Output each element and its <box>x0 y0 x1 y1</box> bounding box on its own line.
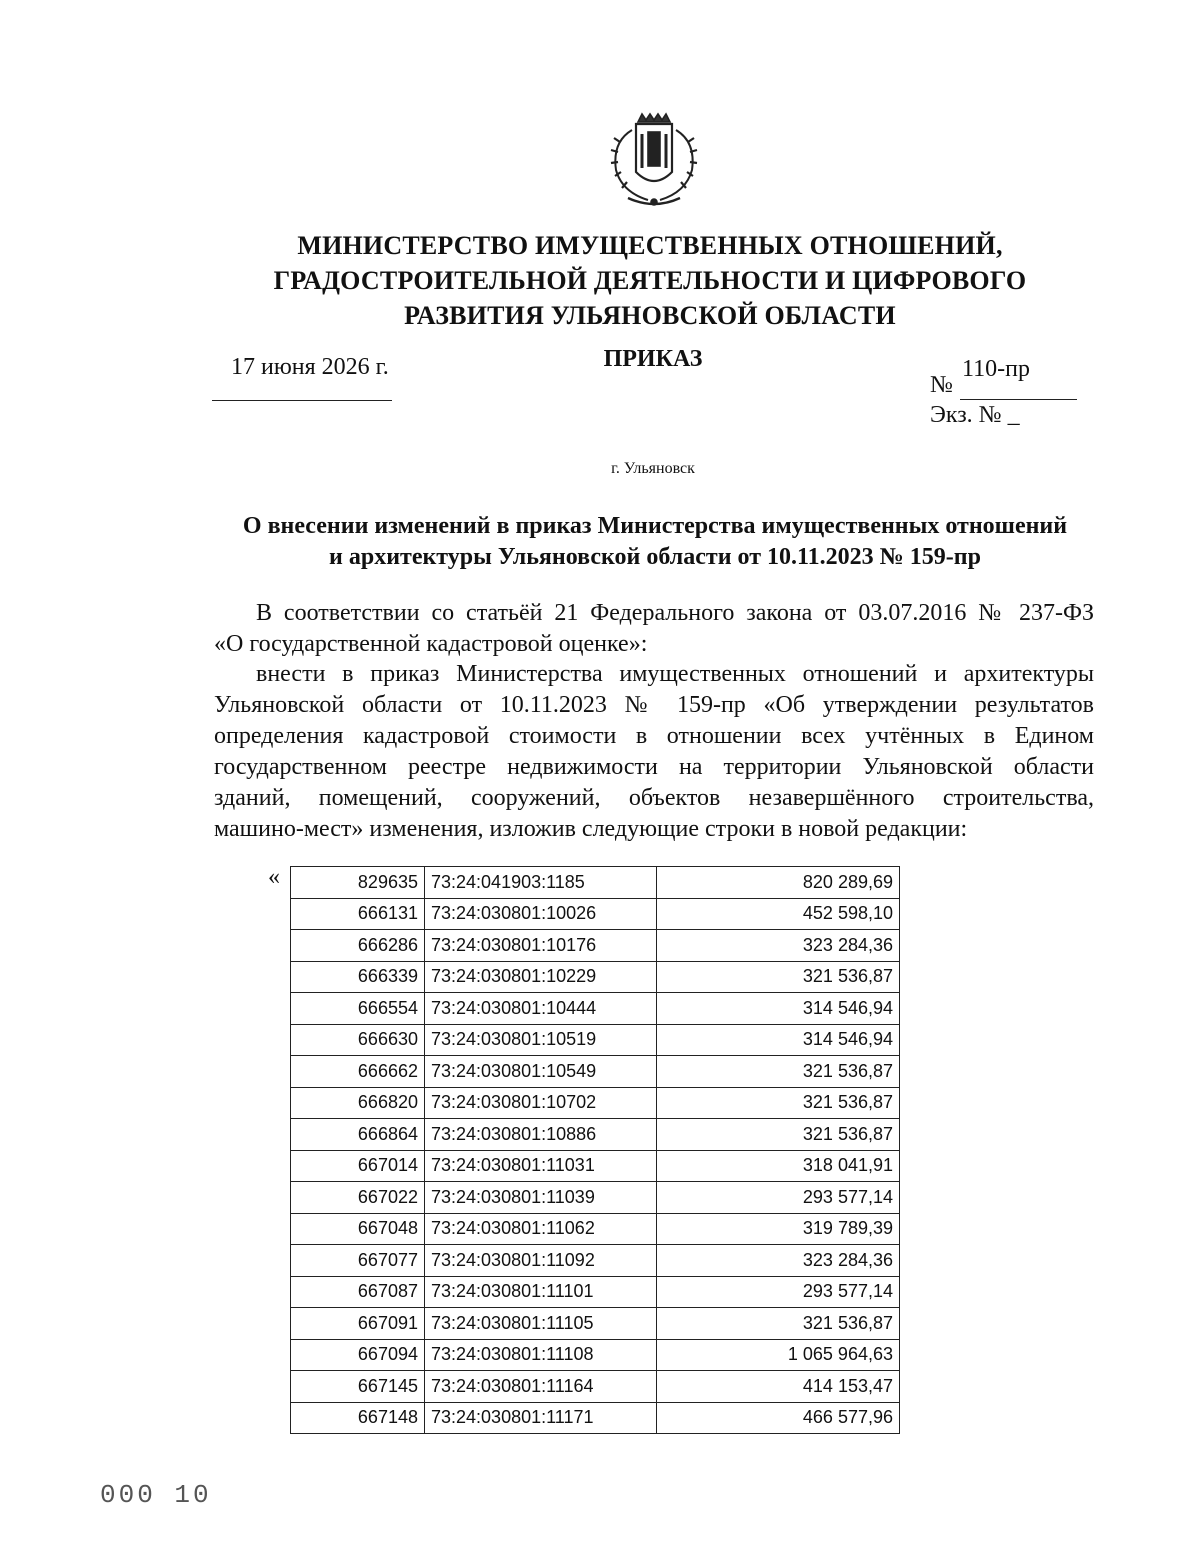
order-subject <box>160 511 1150 573</box>
table-row <box>291 898 900 930</box>
ministry-name <box>150 228 1150 333</box>
row-id-cell: 666864 <box>291 1119 425 1151</box>
cadastral-value-cell: 314 546,94 <box>657 993 900 1025</box>
cadastral-number-cell: 73:24:030801:10026 <box>425 898 657 930</box>
number-sign: № <box>930 372 953 398</box>
cadastral-number-cell: 73:24:030801:11062 <box>425 1213 657 1245</box>
paragraph-decision <box>214 659 1094 845</box>
table-row <box>291 867 900 899</box>
ministry-line-2: ГРАДОСТРОИТЕЛЬНОЙ ДЕЯТЕЛЬНОСТИ И ЦИФРОВОГО <box>273 266 1027 295</box>
table-row <box>291 1182 900 1214</box>
cadastral-number-cell: 73:24:030801:10176 <box>425 930 657 962</box>
row-id-cell: 667094 <box>291 1339 425 1371</box>
row-id-cell: 666554 <box>291 993 425 1025</box>
row-id-cell: 667014 <box>291 1150 425 1182</box>
document-type: ПРИКАЗ <box>603 346 703 372</box>
table-row <box>291 1056 900 1088</box>
cadastral-value-cell: 452 598,10 <box>657 898 900 930</box>
table-row <box>291 1024 900 1056</box>
row-id-cell: 666131 <box>291 898 425 930</box>
cadastral-number-cell: 73:24:030801:11092 <box>425 1245 657 1277</box>
paragraph-line: определения кадастровой стоимости в отношении всех учтённых в Едином <box>214 723 1094 749</box>
cadastral-number-cell: 73:24:030801:10549 <box>425 1056 657 1088</box>
cadastral-number-cell: 73:24:030801:11031 <box>425 1150 657 1182</box>
cadastral-value-cell: 321 536,87 <box>657 1056 900 1088</box>
row-id-cell: 667087 <box>291 1276 425 1308</box>
row-id-cell: 667148 <box>291 1402 425 1434</box>
cadastral-number-cell: 73:24:030801:10229 <box>425 961 657 993</box>
cadastral-number-cell: 73:24:030801:11164 <box>425 1371 657 1403</box>
row-id-cell: 667145 <box>291 1371 425 1403</box>
table-row <box>291 1371 900 1403</box>
cadastral-number-cell: 73:24:030801:10702 <box>425 1087 657 1119</box>
cadastral-value-cell: 319 789,39 <box>657 1213 900 1245</box>
order-date: 17 июня 2026 г. <box>231 354 389 380</box>
paragraph-line: «О государственной кадастровой оценке»: <box>214 631 648 657</box>
paragraph-line: внести в приказ Министерства имущественных отношений и архитектуры <box>256 661 1094 687</box>
row-id-cell: 666820 <box>291 1087 425 1119</box>
cadastral-number-cell: 73:24:030801:10886 <box>425 1119 657 1151</box>
cadastral-value-cell: 318 041,91 <box>657 1150 900 1182</box>
cadastral-number-cell: 73:24:030801:11039 <box>425 1182 657 1214</box>
cadastral-value-cell: 321 536,87 <box>657 961 900 993</box>
row-id-cell: 829635 <box>291 867 425 899</box>
row-id-cell: 667091 <box>291 1308 425 1340</box>
table-row <box>291 1087 900 1119</box>
paragraph-line: машино-мест» изменения, изложив следующие строки в новой редакции: <box>214 816 968 842</box>
cadastral-value-cell: 1 065 964,63 <box>657 1339 900 1371</box>
copy-number: Экз. № _ <box>930 402 1020 428</box>
date-underline <box>212 400 392 401</box>
table-row <box>291 1308 900 1340</box>
opening-quote: « <box>268 864 280 890</box>
cadastral-value-cell: 293 577,14 <box>657 1182 900 1214</box>
paragraph-line: В соответствии со статьёй 21 Федерального закона от 03.07.2016 № 237-ФЗ <box>256 600 1094 626</box>
row-id-cell: 667022 <box>291 1182 425 1214</box>
cadastral-number-cell: 73:24:030801:10519 <box>425 1024 657 1056</box>
number-underline <box>960 399 1077 400</box>
cadastral-value-cell: 466 577,96 <box>657 1402 900 1434</box>
cadastral-value-cell: 321 536,87 <box>657 1119 900 1151</box>
paragraph-line: зданий, помещений, сооружений, объектов незавершённого строительства, <box>214 785 1094 811</box>
cadastral-value-cell: 820 289,69 <box>657 867 900 899</box>
subject-line-2: и архитектуры Ульяновской области от 10.11.2023 № 159-пр <box>329 544 981 570</box>
row-id-cell: 666662 <box>291 1056 425 1088</box>
cadastral-value-cell: 414 153,47 <box>657 1371 900 1403</box>
page-number: 000 10 <box>100 1480 212 1510</box>
cadastral-number-cell: 73:24:030801:11108 <box>425 1339 657 1371</box>
cadastral-value-cell: 323 284,36 <box>657 930 900 962</box>
paragraph-line: Ульяновской области от 10.11.2023 № 159-пр «Об утверждении результатов <box>214 692 1094 718</box>
subject-line-1: О внесении изменений в приказ Министерства имущественных отношений <box>242 513 1068 539</box>
table-row <box>291 1245 900 1277</box>
table-row <box>291 930 900 962</box>
table-row <box>291 961 900 993</box>
paragraph-line: государственном реестре недвижимости на территории Ульяновской области <box>214 754 1094 780</box>
row-id-cell: 666286 <box>291 930 425 962</box>
row-id-cell: 666630 <box>291 1024 425 1056</box>
cadastral-value-cell: 293 577,14 <box>657 1276 900 1308</box>
ministry-line-1: МИНИСТЕРСТВО ИМУЩЕСТВЕННЫХ ОТНОШЕНИЙ, <box>297 231 1003 260</box>
cadastral-number-cell: 73:24:030801:10444 <box>425 993 657 1025</box>
row-id-cell: 667048 <box>291 1213 425 1245</box>
cadastral-table <box>290 866 900 1434</box>
table-row <box>291 1276 900 1308</box>
cadastral-value-cell: 314 546,94 <box>657 1024 900 1056</box>
paragraph-basis <box>214 598 1094 660</box>
row-id-cell: 667077 <box>291 1245 425 1277</box>
table-row <box>291 1339 900 1371</box>
cadastral-number-cell: 73:24:030801:11171 <box>425 1402 657 1434</box>
table-row <box>291 1150 900 1182</box>
table-row <box>291 1119 900 1151</box>
cadastral-value-cell: 321 536,87 <box>657 1087 900 1119</box>
row-id-cell: 666339 <box>291 961 425 993</box>
cadastral-value-cell: 321 536,87 <box>657 1308 900 1340</box>
cadastral-number-cell: 73:24:041903:1185 <box>425 867 657 899</box>
city: г. Ульяновск <box>611 460 695 477</box>
cadastral-number-cell: 73:24:030801:11101 <box>425 1276 657 1308</box>
table-row <box>291 993 900 1025</box>
cadastral-number-cell: 73:24:030801:11105 <box>425 1308 657 1340</box>
order-number: 110-пр <box>962 356 1030 382</box>
coat-of-arms-icon <box>598 112 710 210</box>
ministry-line-3: РАЗВИТИЯ УЛЬЯНОВСКОЙ ОБЛАСТИ <box>404 301 896 330</box>
table-row <box>291 1213 900 1245</box>
table-row <box>291 1402 900 1434</box>
cadastral-value-cell: 323 284,36 <box>657 1245 900 1277</box>
